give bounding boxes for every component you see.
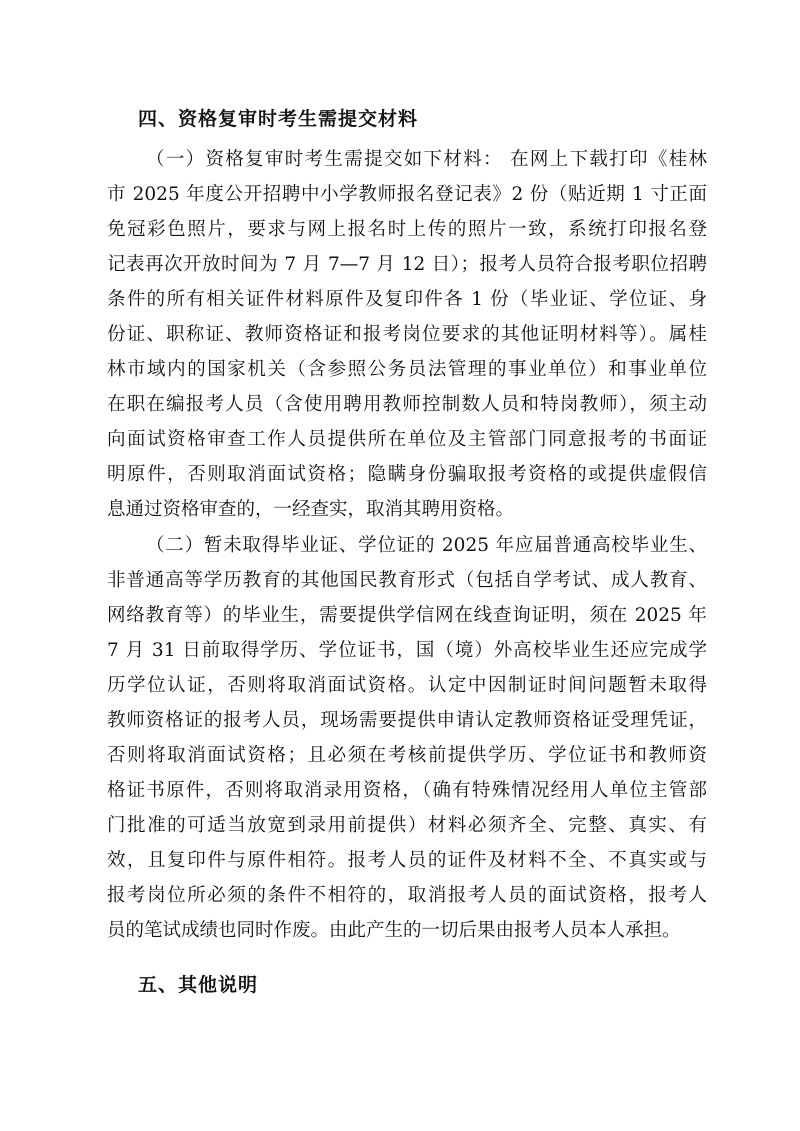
para2-line: 报考岗位所必须的条件不相符的，取消报考人员的面试资格，报考人 [107, 885, 707, 906]
para1-line: 份证、职称证、教师资格证和报考岗位要求的其他证明材料等）。属桂 [107, 324, 707, 345]
para1-line: 在职在编报考人员（含使用聘用教师控制数人员和特岗教师），须主动 [107, 394, 707, 415]
para1-line: 免冠彩色照片，要求与网上报名时上传的照片一致，系统打印报名登 [107, 219, 707, 240]
para1-line: 向面试资格审查工作人员提供所在单位及主管部门同意报考的书面证 [107, 429, 707, 450]
para2-line: 效，且复印件与原件相符。报考人员的证件及材料不全、不真实或与 [107, 850, 707, 871]
para1-line: 息通过资格审查的，一经查实，取消其聘用资格。 [107, 499, 515, 520]
para1-line: 记表再次开放时间为 7 月 7—7 月 12 日）；报考人员符合报考职位招聘 [107, 254, 707, 275]
para2-line: 门批准的可适当放宽到录用前提供）材料必须齐全、完整、真实、有 [107, 815, 707, 836]
para2-line: 教师资格证的报考人员，现场需要提供申请认定教师资格证受理凭证， [107, 710, 707, 731]
para2-line: 员的笔试成绩也同时作废。由此产生的一切后果由报考人员本人承担。 [107, 920, 681, 941]
para2-line: 历学位认证，否则将取消面试资格。认定中因制证时间问题暂未取得 [107, 675, 707, 696]
para1-line: 明原件，否则取消面试资格；隐瞒身份骗取报考资格的或提供虚假信 [107, 464, 707, 485]
para1-line: 条件的所有相关证件材料原件及复印件各 1 份（毕业证、学位证、身 [107, 289, 707, 310]
para2-line: （二）暂未取得毕业证、学位证的 2025 年应届普通高校毕业生、 [146, 535, 707, 556]
para2-line: 7 月 31 日前取得学历、学位证书，国（境）外高校毕业生还应完成学 [107, 640, 707, 661]
section-5-heading: 五、其他说明 [138, 974, 259, 996]
para1-line: （一）资格复审时考生需提交如下材料： 在网上下载打印《桂林 [146, 149, 707, 170]
para2-line: 格证书原件，否则将取消录用资格，（确有特殊情况经用人单位主管部 [107, 780, 707, 801]
section-4-heading: 四、资格复审时考生需提交材料 [138, 108, 419, 130]
para2-line: 非普通高等学历教育的其他国民教育形式（包括自学考试、成人教育、 [107, 570, 707, 591]
para1-line: 市 2025 年度公开招聘中小学教师报名登记表》2 份（贴近期 1 寸正面 [107, 184, 707, 205]
para1-line: 林市域内的国家机关（含参照公务员法管理的事业单位）和事业单位 [107, 359, 707, 380]
para2-line: 否则将取消面试资格；且必须在考核前提供学历、学位证书和教师资 [107, 745, 707, 766]
para2-line: 网络教育等）的毕业生，需要提供学信网在线查询证明，须在 2025 年 [107, 605, 707, 626]
